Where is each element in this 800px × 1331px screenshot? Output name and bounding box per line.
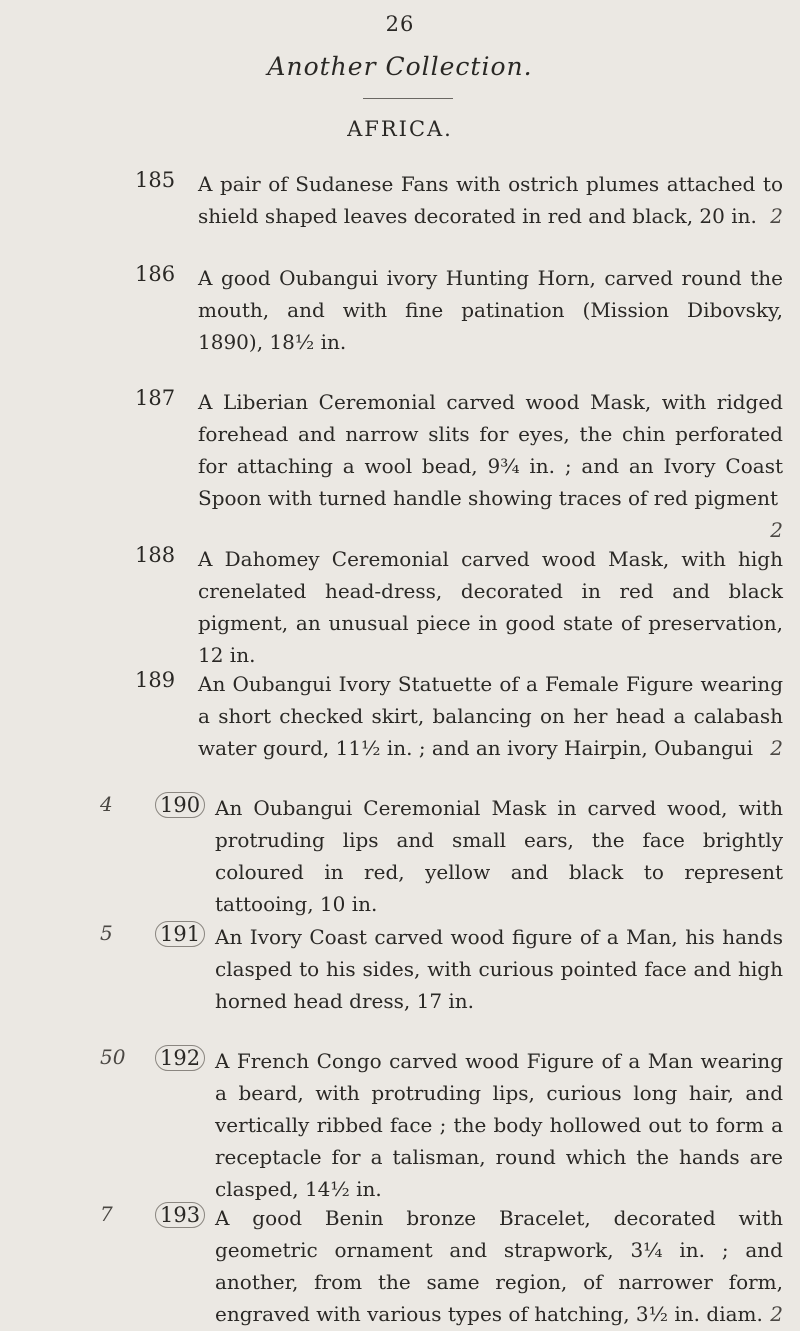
lot-description: A pair of Sudanese Fans with ostrich plumes attached to shield shaped leaves decorated in red and black, 20 in. 2 [198,168,783,232]
lot-description: A Dahomey Ceremonial carved wood Mask, with high crenelated head-dress, decorated in red and black pigment, an unusual piece in good state of preservation, 12 in. [198,547,783,667]
lot-price: 2 [770,1302,783,1326]
lot-number: 187 [135,386,176,410]
title-rule [363,98,453,99]
lot-price: 2 [770,736,783,760]
lot-price: 2 [770,204,783,228]
lot-number: 190 [155,792,205,818]
lot-description: An Oubangui Ivory Statuette of a Female Figure wearing a short checked skirt, balancing on her head a calabash water gourd, 11½ in. ; and an ivory Hairpin, Oubangui 2 [198,668,783,764]
lot-description: A good Oubangui ivory Hunting Horn, carved round the mouth, and with fine patination (Mission Dibovsky, 1890), 18½ in. [198,266,783,354]
lot-number: 189 [135,668,176,692]
page-number: 26 [385,12,415,36]
lot-number: 193 [155,1202,205,1228]
lot-annotation: 4 [100,792,113,816]
lot-description: An Oubangui Ceremonial Mask in carved wood, with protruding lips and small ears, the face brightly coloured in red, yellow and black to represent tattooing, 10 in. [215,796,783,916]
lot-number: 185 [135,168,176,192]
lot-description: An Ivory Coast carved wood figure of a Man, his hands clasped to his sides, with curious pointed face and high horned head dress, 17 in. [215,925,783,1013]
lot-description: A good Benin bronze Bracelet, decorated with geometric ornament and strapwork, 3¼ in. ; and another, from the same region, of narrower form, engraved with various types of hatching, 3½ in. diam. 2 [215,1202,783,1330]
lot-price: 2 [770,518,783,542]
lot-number: 188 [135,543,176,567]
lot-annotation: 50 [100,1045,126,1069]
lot-annotation: 5 [100,921,113,945]
collection-title: Another Collection. [267,52,533,81]
section-heading: AFRICA. [347,117,453,141]
lot-number: 186 [135,262,176,286]
lot-number: 191 [155,921,205,947]
lot-description: A French Congo carved wood Figure of a Man wearing a beard, with protruding lips, curious long hair, and vertically ribbed face ; the body hollowed out to form a receptacle for a talisman, round which the hands are clasped, 14½ in. [215,1049,783,1201]
lot-description: A Liberian Ceremonial carved wood Mask, with ridged forehead and narrow slits for eyes, the chin perforated for attaching a wool bead, 9¾ in. ; and an Ivory Coast Spoon with turned handle showing traces of red pigment 2 [198,386,783,546]
lot-annotation: 7 [100,1202,113,1226]
lot-number: 192 [155,1045,205,1071]
